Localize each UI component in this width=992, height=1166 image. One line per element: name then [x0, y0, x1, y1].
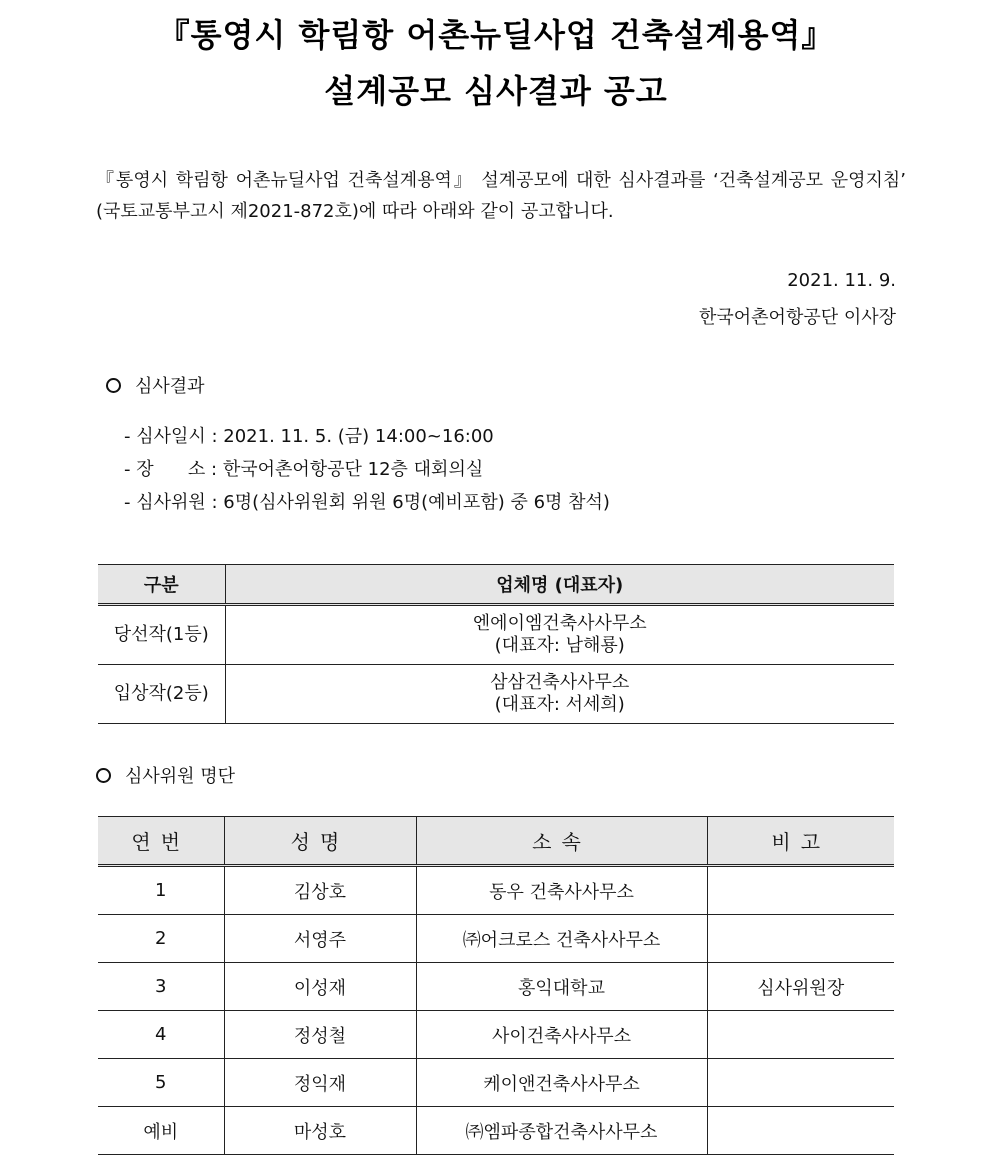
title-line2: 설계공모 심사결과 공고: [324, 72, 668, 110]
number-cell: 예비: [98, 1107, 224, 1155]
circle-bullet-icon: [106, 378, 121, 393]
title-line1: 『통영시 학림항 어촌뉴딜사업 건축설계용역』: [157, 16, 835, 54]
number-cell: 1: [98, 866, 224, 915]
name-cell: 정익재: [224, 1059, 416, 1107]
table-row: [98, 963, 894, 1011]
rank-cell: 입상작(2등): [98, 665, 225, 724]
section-title: 심사위원 명단: [125, 766, 236, 787]
name-cell: 정성철: [224, 1011, 416, 1059]
company-cell: [225, 665, 894, 724]
number-cell: 4: [98, 1011, 224, 1059]
name-cell: 서영주: [224, 915, 416, 963]
detail-date: - 심사일시 : 2021. 11. 5. (금) 14:00~16:00: [124, 426, 494, 447]
rank-cell: 당선작(1등): [98, 605, 225, 665]
affiliation-cell: ㈜어크로스 건축사사무소: [416, 915, 707, 963]
table-header-row: [98, 565, 894, 605]
section-review-results: [106, 372, 205, 398]
affiliation-cell: ㈜엠파종합건축사사무소: [416, 1107, 707, 1155]
number-cell: 3: [98, 963, 224, 1011]
announcement-date: 2021. 11. 9.: [787, 270, 896, 291]
affiliation-cell: 동우 건축사사무소: [416, 866, 707, 915]
detail-members: - 심사위원 : 6명(심사위원회 위원 6명(예비포함) 중 6명 참석): [124, 492, 610, 513]
detail-place: - 장 소 : 한국어촌어항공단 12층 대회의실: [124, 459, 484, 480]
section-title: 심사결과: [135, 376, 205, 397]
company-name: 엔에이엠건축사사무소: [472, 613, 647, 634]
section-judges-list: [96, 762, 235, 788]
circle-bullet-icon: [96, 768, 111, 783]
header-number: 연번: [98, 817, 224, 866]
company-cell: [225, 605, 894, 665]
affiliation-cell: 사이건축사사무소: [416, 1011, 707, 1059]
company-rep: (대표자: 서세희): [494, 694, 625, 715]
name-cell: 이성재: [224, 963, 416, 1011]
table-row: [98, 605, 894, 665]
header-name: 성명: [224, 817, 416, 866]
header-affiliation: 소속: [416, 817, 707, 866]
affiliation-cell: 홍익대학교: [416, 963, 707, 1011]
company-name: 삼삼건축사사무소: [490, 672, 630, 693]
note-cell: [707, 1011, 894, 1059]
affiliation-cell: 케이앤건축사사무소: [416, 1059, 707, 1107]
judges-table: [98, 816, 894, 1155]
table-header-row: [98, 817, 894, 866]
header-category: 구분: [98, 565, 225, 605]
note-cell: 심사위원장: [707, 963, 894, 1011]
header-company: 업체명 (대표자): [225, 565, 894, 605]
table-row: [98, 1011, 894, 1059]
note-cell: [707, 915, 894, 963]
number-cell: 2: [98, 915, 224, 963]
name-cell: 마성호: [224, 1107, 416, 1155]
note-cell: [707, 1059, 894, 1107]
table-row: [98, 1059, 894, 1107]
note-cell: [707, 866, 894, 915]
name-cell: 김상호: [224, 866, 416, 915]
company-rep: (대표자: 남해룡): [494, 635, 625, 656]
issuer: 한국어촌어항공단 이사장: [699, 307, 896, 328]
header-note: 비고: [707, 817, 894, 866]
table-row: [98, 866, 894, 915]
table-row: [98, 665, 894, 724]
note-cell: [707, 1107, 894, 1155]
winners-table: [98, 564, 894, 724]
table-row: [98, 1107, 894, 1155]
number-cell: 5: [98, 1059, 224, 1107]
table-row: [98, 915, 894, 963]
intro-paragraph: 『통영시 학림항 어촌뉴딜사업 건축설계용역』 설계공모에 대한 심사결과를 ‘건축설계공모 운영지침’ (국토교통부고시 제2021-872호)에 따라 아래와 같이 공고합니다.: [96, 170, 906, 222]
